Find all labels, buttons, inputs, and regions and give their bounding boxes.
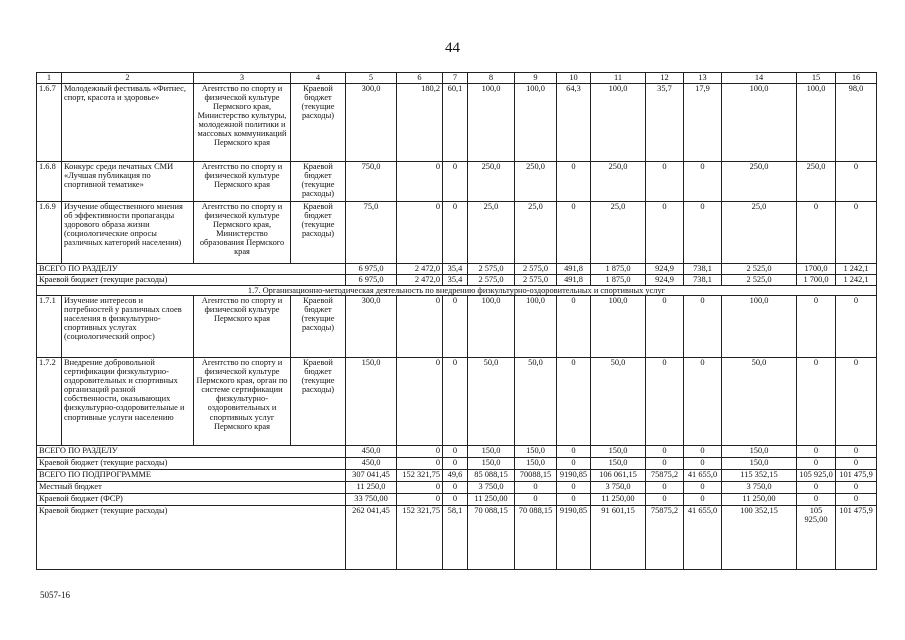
column-number: 13 <box>684 73 722 84</box>
value-cell: 0 <box>397 458 443 470</box>
value-cell: 150,0 <box>722 458 797 470</box>
item-name: Изучение общественного мнения об эффективности пропаганды здорового образа жизни (социологические опросы различных категорий населения) <box>62 202 194 264</box>
item-executor: Агентство по спорту и физической культуре Пермского края <box>194 162 291 202</box>
value-cell: 0 <box>646 358 684 446</box>
value-cell: 152 321,75 <box>397 506 443 570</box>
value-cell: 180,2 <box>397 84 443 162</box>
value-cell: 150,0 <box>515 446 557 458</box>
value-cell: 0 <box>557 494 591 506</box>
value-cell: 75,0 <box>346 202 397 264</box>
value-cell: 3 750,0 <box>591 482 646 494</box>
value-cell: 75875,2 <box>646 470 684 482</box>
value-cell: 0 <box>557 446 591 458</box>
value-cell: 0 <box>443 162 468 202</box>
funding-source: Краевой бюджет (текущие расходы) <box>291 84 346 162</box>
table-row <box>37 296 877 358</box>
budget-table <box>36 72 877 570</box>
value-cell: 1 875,0 <box>591 275 646 286</box>
value-cell: 100,0 <box>468 296 515 358</box>
value-cell: 100,0 <box>722 296 797 358</box>
value-cell: 106 061,15 <box>591 470 646 482</box>
value-cell: 3 750,0 <box>468 482 515 494</box>
total-label: ВСЕГО ПО ПОДПРОГРАММЕ <box>37 470 346 482</box>
value-cell: 101 475,9 <box>836 506 877 570</box>
value-cell: 0 <box>797 296 836 358</box>
item-number: 1.7.1 <box>37 296 62 358</box>
value-cell: 0 <box>797 202 836 264</box>
funding-source: Краевой бюджет (текущие расходы) <box>291 202 346 264</box>
total-row <box>37 470 877 482</box>
value-cell: 35,7 <box>646 84 684 162</box>
value-cell: 2 472,0 <box>397 264 443 275</box>
section-title: 1.7. Организационно-методическая деятельность по внедрению физкультурно-оздоровительных и спортивных услуг <box>37 286 877 296</box>
value-cell: 85 088,15 <box>468 470 515 482</box>
column-number: 4 <box>291 73 346 84</box>
value-cell: 100,0 <box>468 84 515 162</box>
item-name: Конкурс среди печатных СМИ «Лучшая публикация по спортивной тематике» <box>62 162 194 202</box>
value-cell: 0 <box>646 482 684 494</box>
value-cell: 0 <box>443 458 468 470</box>
value-cell: 2 575,0 <box>515 264 557 275</box>
value-cell: 0 <box>836 458 877 470</box>
column-number: 15 <box>797 73 836 84</box>
value-cell: 150,0 <box>722 446 797 458</box>
item-executor: Агентство по спорту и физической культуре Пермского края, орган по системе сертификации физкультурно-оздоровительных и спортивных услуг Пермского края <box>194 358 291 446</box>
total-row <box>37 264 877 275</box>
value-cell: 64,3 <box>557 84 591 162</box>
value-cell: 9190,85 <box>557 470 591 482</box>
value-cell: 0 <box>557 458 591 470</box>
value-cell: 115 352,15 <box>722 470 797 482</box>
item-name: Изучение интересов и потребностей у различных слоев населения в физкультурно-спортивных услугах (социологический опрос) <box>62 296 194 358</box>
value-cell: 250,0 <box>591 162 646 202</box>
column-number: 11 <box>591 73 646 84</box>
value-cell: 100,0 <box>797 84 836 162</box>
value-cell: 0 <box>797 482 836 494</box>
value-cell: 0 <box>684 458 722 470</box>
value-cell: 0 <box>836 162 877 202</box>
value-cell: 0 <box>443 296 468 358</box>
value-cell: 100,0 <box>515 84 557 162</box>
value-cell: 924,9 <box>646 275 684 286</box>
value-cell: 1 875,0 <box>591 264 646 275</box>
value-cell: 0 <box>684 296 722 358</box>
item-number: 1.6.9 <box>37 202 62 264</box>
value-cell: 150,0 <box>346 358 397 446</box>
column-number: 5 <box>346 73 397 84</box>
value-cell: 41 655,0 <box>684 506 722 570</box>
value-cell: 1 700,0 <box>797 275 836 286</box>
value-cell: 1700,0 <box>797 264 836 275</box>
value-cell: 0 <box>836 494 877 506</box>
value-cell: 100 352,15 <box>722 506 797 570</box>
value-cell: 0 <box>557 296 591 358</box>
value-cell: 738,1 <box>684 264 722 275</box>
item-name: Молодежный фестиваль «Фитнес, спорт, красота и здоровье» <box>62 84 194 162</box>
value-cell: 924,9 <box>646 264 684 275</box>
value-cell: 11 250,0 <box>346 482 397 494</box>
value-cell: 450,0 <box>346 446 397 458</box>
value-cell: 58,1 <box>443 506 468 570</box>
total-label: ВСЕГО ПО РАЗДЕЛУ <box>37 446 346 458</box>
value-cell: 152 321,75 <box>397 470 443 482</box>
value-cell: 150,0 <box>591 446 646 458</box>
value-cell: 0 <box>646 202 684 264</box>
item-number: 1.7.2 <box>37 358 62 446</box>
value-cell: 0 <box>646 162 684 202</box>
total-label: Краевой бюджет (текущие расходы) <box>37 458 346 470</box>
value-cell: 6 975,0 <box>346 275 397 286</box>
value-cell: 0 <box>684 202 722 264</box>
item-number: 1.6.7 <box>37 84 62 162</box>
value-cell: 0 <box>557 358 591 446</box>
value-cell: 60,1 <box>443 84 468 162</box>
total-row <box>37 446 877 458</box>
table-row <box>37 84 877 162</box>
value-cell: 25,0 <box>468 202 515 264</box>
table-row <box>37 162 877 202</box>
value-cell: 2 575,0 <box>468 275 515 286</box>
value-cell: 105 925,0 <box>797 470 836 482</box>
value-cell: 91 601,15 <box>591 506 646 570</box>
value-cell: 0 <box>797 494 836 506</box>
total-label: ВСЕГО ПО РАЗДЕЛУ <box>37 264 346 275</box>
column-number: 7 <box>443 73 468 84</box>
value-cell: 0 <box>836 296 877 358</box>
total-row <box>37 458 877 470</box>
item-number: 1.6.8 <box>37 162 62 202</box>
value-cell: 101 475,9 <box>836 470 877 482</box>
value-cell: 0 <box>684 494 722 506</box>
value-cell: 300,0 <box>346 296 397 358</box>
column-number: 16 <box>836 73 877 84</box>
total-row <box>37 506 877 570</box>
value-cell: 0 <box>646 458 684 470</box>
value-cell: 150,0 <box>515 458 557 470</box>
value-cell: 0 <box>397 482 443 494</box>
header-row <box>37 73 877 84</box>
value-cell: 49,6 <box>443 470 468 482</box>
value-cell: 0 <box>397 494 443 506</box>
item-name: Внедрение добровольной сертификации физкультурно-оздоровительных и спортивных организаций разной собственности, оказывающих физкультурно-оздоровительные и спортивные услуги населению <box>62 358 194 446</box>
value-cell: 300,0 <box>346 84 397 162</box>
item-executor: Агентство по спорту и физической культуре Пермского края <box>194 296 291 358</box>
value-cell: 0 <box>684 446 722 458</box>
value-cell: 750,0 <box>346 162 397 202</box>
value-cell: 0 <box>836 482 877 494</box>
value-cell: 0 <box>646 296 684 358</box>
value-cell: 6 975,0 <box>346 264 397 275</box>
value-cell: 2 575,0 <box>468 264 515 275</box>
value-cell: 0 <box>797 446 836 458</box>
value-cell: 100,0 <box>591 84 646 162</box>
total-label: Краевой бюджет (текущие расходы) <box>37 506 346 570</box>
funding-source: Краевой бюджет (текущие расходы) <box>291 296 346 358</box>
value-cell: 738,1 <box>684 275 722 286</box>
value-cell: 0 <box>557 482 591 494</box>
total-label: Местный бюджет <box>37 482 346 494</box>
column-number: 14 <box>722 73 797 84</box>
value-cell: 0 <box>443 446 468 458</box>
value-cell: 0 <box>684 162 722 202</box>
value-cell: 150,0 <box>468 458 515 470</box>
value-cell: 70 088,15 <box>468 506 515 570</box>
value-cell: 70 088,15 <box>515 506 557 570</box>
value-cell: 98,0 <box>836 84 877 162</box>
value-cell: 0 <box>797 458 836 470</box>
value-cell: 9190,85 <box>557 506 591 570</box>
value-cell: 17,9 <box>684 84 722 162</box>
value-cell: 262 041,45 <box>346 506 397 570</box>
value-cell: 2 525,0 <box>722 275 797 286</box>
value-cell: 50,0 <box>515 358 557 446</box>
value-cell: 0 <box>515 482 557 494</box>
value-cell: 0 <box>397 296 443 358</box>
footer-code: 5057-16 <box>40 590 70 600</box>
value-cell: 1 242,1 <box>836 275 877 286</box>
value-cell: 0 <box>557 162 591 202</box>
funding-source: Краевой бюджет (текущие расходы) <box>291 162 346 202</box>
value-cell: 0 <box>646 494 684 506</box>
value-cell: 50,0 <box>722 358 797 446</box>
value-cell: 250,0 <box>722 162 797 202</box>
value-cell: 105 925,00 <box>797 506 836 570</box>
value-cell: 2 525,0 <box>722 264 797 275</box>
value-cell: 250,0 <box>797 162 836 202</box>
value-cell: 11 250,00 <box>468 494 515 506</box>
value-cell: 25,0 <box>722 202 797 264</box>
value-cell: 150,0 <box>591 458 646 470</box>
page-number: 44 <box>445 40 460 56</box>
value-cell: 100,0 <box>591 296 646 358</box>
column-number: 2 <box>62 73 194 84</box>
value-cell: 41 655,0 <box>684 470 722 482</box>
value-cell: 0 <box>443 494 468 506</box>
value-cell: 491,8 <box>557 264 591 275</box>
value-cell: 11 250,00 <box>722 494 797 506</box>
value-cell: 0 <box>836 446 877 458</box>
total-row <box>37 275 877 286</box>
value-cell: 0 <box>397 162 443 202</box>
value-cell: 0 <box>443 202 468 264</box>
column-number: 10 <box>557 73 591 84</box>
value-cell: 0 <box>836 202 877 264</box>
column-number: 8 <box>468 73 515 84</box>
value-cell: 0 <box>443 482 468 494</box>
value-cell: 25,0 <box>591 202 646 264</box>
column-number: 1 <box>37 73 62 84</box>
section-row <box>37 286 877 296</box>
total-label: Краевой бюджет (ФСР) <box>37 494 346 506</box>
value-cell: 1 242,1 <box>836 264 877 275</box>
value-cell: 35,4 <box>443 275 468 286</box>
value-cell: 491,8 <box>557 275 591 286</box>
value-cell: 75875,2 <box>646 506 684 570</box>
value-cell: 50,0 <box>468 358 515 446</box>
value-cell: 250,0 <box>515 162 557 202</box>
value-cell: 0 <box>797 358 836 446</box>
column-number: 9 <box>515 73 557 84</box>
value-cell: 150,0 <box>468 446 515 458</box>
value-cell: 11 250,00 <box>591 494 646 506</box>
value-cell: 2 472,0 <box>397 275 443 286</box>
value-cell: 25,0 <box>515 202 557 264</box>
table-row <box>37 202 877 264</box>
value-cell: 50,0 <box>591 358 646 446</box>
value-cell: 70088,15 <box>515 470 557 482</box>
value-cell: 3 750,0 <box>722 482 797 494</box>
value-cell: 0 <box>443 358 468 446</box>
table-row <box>37 358 877 446</box>
column-number: 6 <box>397 73 443 84</box>
value-cell: 0 <box>836 358 877 446</box>
value-cell: 450,0 <box>346 458 397 470</box>
value-cell: 0 <box>397 358 443 446</box>
item-executor: Агентство по спорту и физической культуре Пермского края, Министерство культуры, молодежной политики и массовых коммуникаций Пермского края <box>194 84 291 162</box>
value-cell: 100,0 <box>722 84 797 162</box>
item-executor: Агентство по спорту и физической культуре Пермского края, Министерство образования Пермского края <box>194 202 291 264</box>
total-row <box>37 482 877 494</box>
column-number: 3 <box>194 73 291 84</box>
table-body <box>37 73 877 570</box>
value-cell: 0 <box>397 446 443 458</box>
value-cell: 0 <box>515 494 557 506</box>
total-row <box>37 494 877 506</box>
column-number: 12 <box>646 73 684 84</box>
value-cell: 0 <box>557 202 591 264</box>
value-cell: 307 041,45 <box>346 470 397 482</box>
value-cell: 100,0 <box>515 296 557 358</box>
total-label: Краевой бюджет (текущие расходы) <box>37 275 346 286</box>
value-cell: 0 <box>397 202 443 264</box>
funding-source: Краевой бюджет (текущие расходы) <box>291 358 346 446</box>
value-cell: 2 575,0 <box>515 275 557 286</box>
value-cell: 0 <box>646 446 684 458</box>
value-cell: 250,0 <box>468 162 515 202</box>
value-cell: 0 <box>684 482 722 494</box>
value-cell: 0 <box>684 358 722 446</box>
value-cell: 35,4 <box>443 264 468 275</box>
value-cell: 33 750,00 <box>346 494 397 506</box>
